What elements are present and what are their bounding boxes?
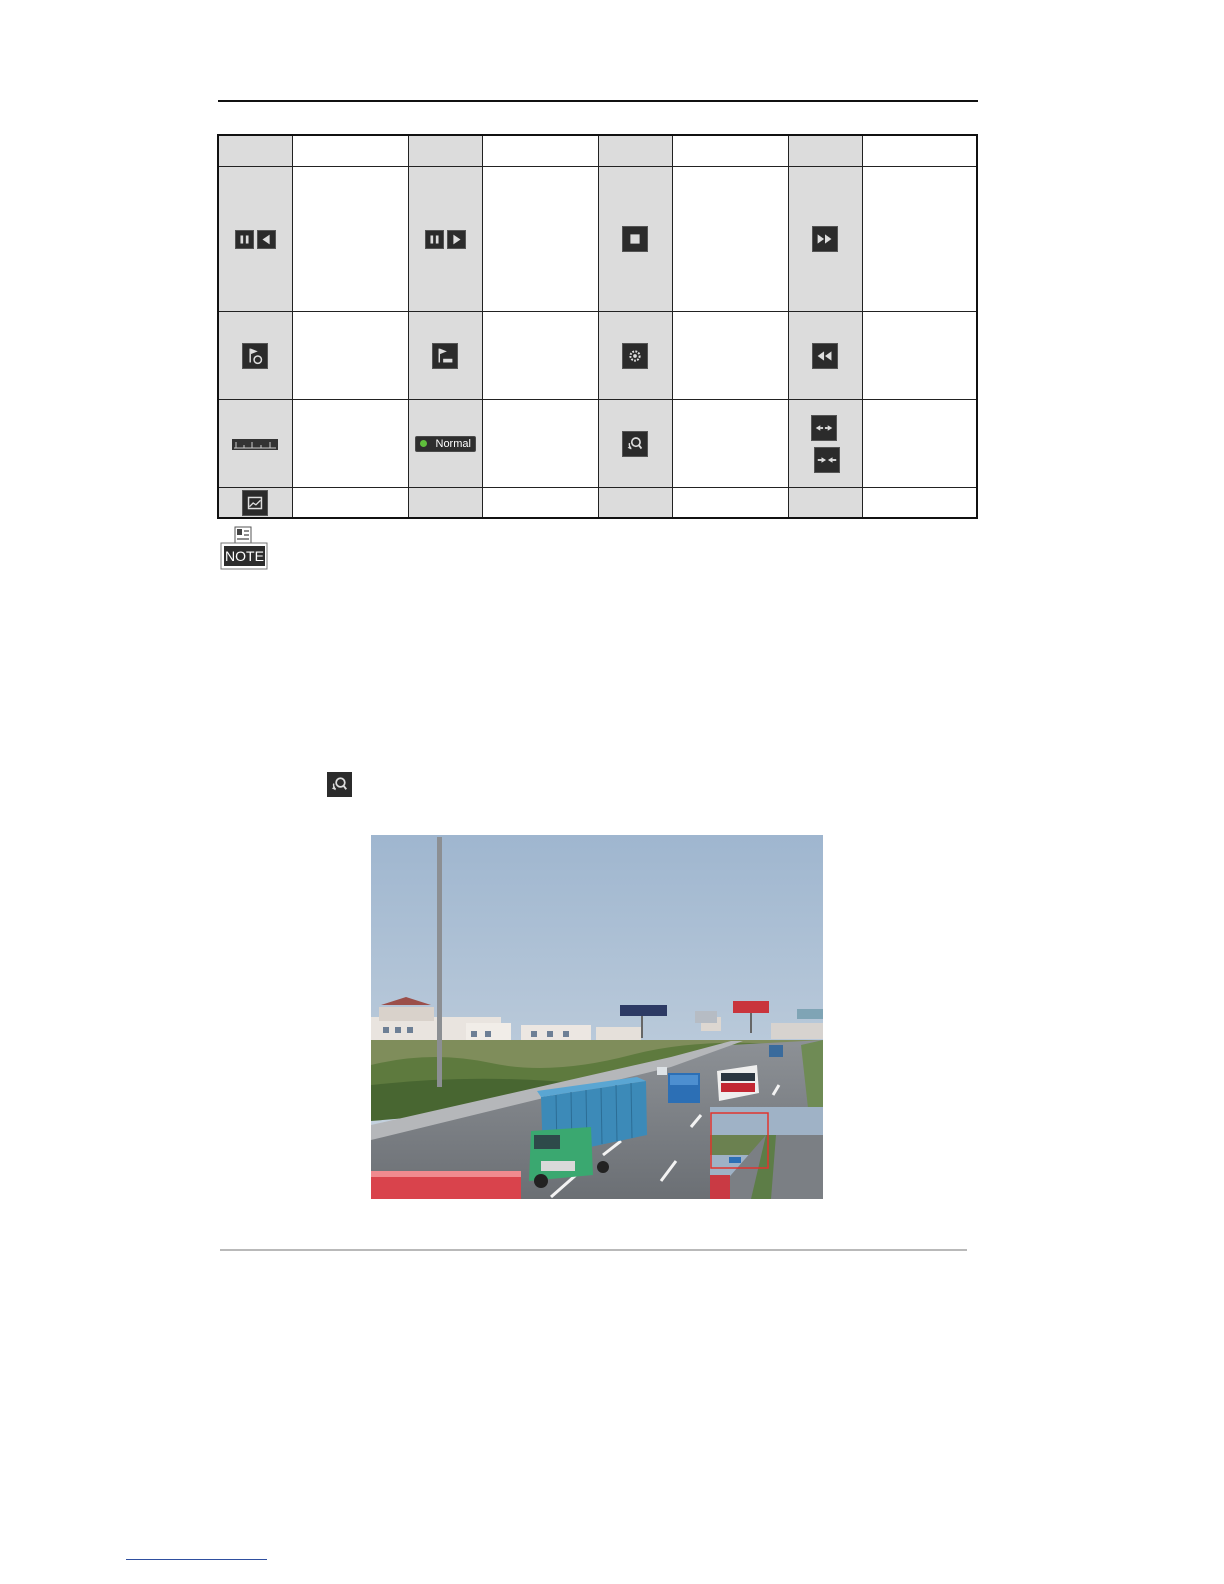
header-cell-button-4: [788, 135, 862, 167]
description-cell: [482, 488, 598, 519]
description-cell: [672, 167, 788, 312]
description-cell: [292, 488, 408, 519]
header-cell-button-3: [598, 135, 672, 167]
description-cell: [672, 400, 788, 488]
footer-link-underline: [126, 1559, 267, 1560]
status-dot-icon: [420, 440, 427, 447]
icon-cell: [598, 400, 672, 488]
table-row: [218, 488, 977, 519]
header-cell-operation-2: [482, 135, 598, 167]
table-header-row: [218, 135, 977, 167]
description-cell: [292, 312, 408, 400]
table-row: [218, 167, 977, 312]
slow-rewind-icon[interactable]: [812, 343, 838, 369]
pause-icon[interactable]: [425, 230, 444, 249]
description-cell: [862, 488, 977, 519]
expand-timeline-icon[interactable]: [811, 415, 837, 441]
icon-cell: [218, 488, 292, 519]
table-row: [218, 400, 977, 488]
header-cell-operation-1: [292, 135, 408, 167]
footer-rule: [220, 1249, 967, 1251]
add-default-tag-icon[interactable]: [242, 343, 268, 369]
add-custom-tag-icon[interactable]: [432, 343, 458, 369]
digital-zoom-screenshot: [371, 835, 823, 1199]
description-cell: [862, 167, 977, 312]
digital-zoom-icon[interactable]: [622, 431, 648, 457]
fast-forward-icon[interactable]: [812, 226, 838, 252]
timeline-scale-icon[interactable]: [232, 439, 278, 450]
description-cell: [292, 400, 408, 488]
stop-icon[interactable]: [622, 226, 648, 252]
header-cell-button-2: [408, 135, 482, 167]
zoom-overview-inset: [710, 1107, 823, 1199]
collapse-timeline-icon[interactable]: [814, 447, 840, 473]
icon-cell: [788, 312, 862, 400]
description-cell: [292, 167, 408, 312]
reverse-play-icon[interactable]: [257, 230, 276, 249]
description-cell: [862, 400, 977, 488]
description-cell: [862, 312, 977, 400]
description-cell: [482, 400, 598, 488]
description-cell: [482, 312, 598, 400]
icon-cell: [218, 312, 292, 400]
note-icon: [219, 526, 269, 571]
icon-cell: [598, 167, 672, 312]
description-cell: [672, 488, 788, 519]
icon-cell: [218, 167, 292, 312]
note-badge-text: NOTE: [225, 548, 264, 564]
icon-cell: [408, 488, 482, 519]
description-cell: [672, 312, 788, 400]
playback-control-table: [217, 134, 978, 519]
icon-cell: [408, 312, 482, 400]
picture-capture-icon[interactable]: [242, 490, 268, 516]
blue-truck: [668, 1073, 700, 1103]
header-cell-operation-4: [862, 135, 977, 167]
icon-cell: [218, 400, 292, 488]
icon-cell: [788, 400, 862, 488]
gear-icon[interactable]: [622, 343, 648, 369]
playback-speed-indicator[interactable]: [415, 436, 476, 452]
table-row: [218, 312, 977, 400]
header-cell-button-1: [218, 135, 292, 167]
digital-zoom-inline-icon: [327, 772, 352, 797]
icon-cell: [598, 488, 672, 519]
icon-cell: [788, 488, 862, 519]
icon-cell: [408, 400, 482, 488]
pause-icon[interactable]: [235, 230, 254, 249]
header-rule: [218, 100, 978, 102]
play-icon[interactable]: [447, 230, 466, 249]
header-cell-operation-3: [672, 135, 788, 167]
icon-cell: [408, 167, 482, 312]
icon-cell: [788, 167, 862, 312]
icon-cell: [598, 312, 672, 400]
description-cell: [482, 167, 598, 312]
playback-speed-label: Normal: [435, 437, 471, 450]
